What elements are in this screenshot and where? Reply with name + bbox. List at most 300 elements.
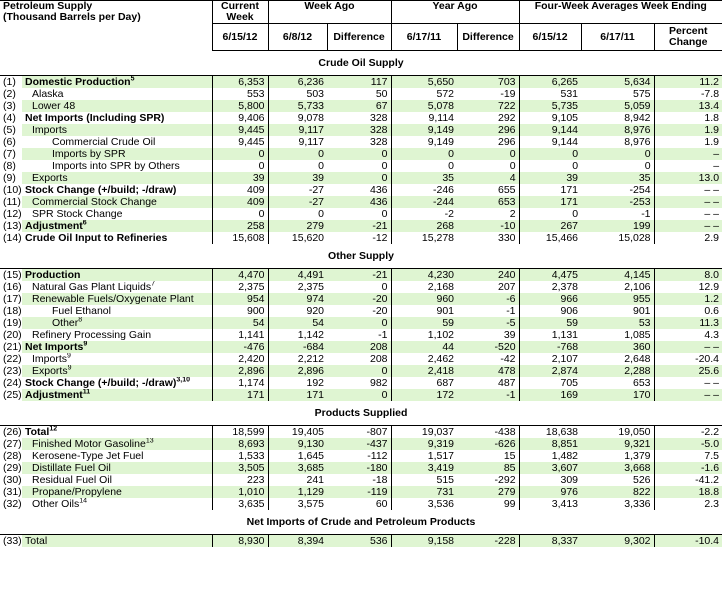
row-number: (10) [3,184,22,196]
cell-value: 39 [457,329,519,341]
cell-value: 1,102 [427,329,455,341]
cell-value: 85 [457,462,519,474]
cell-value: 5,078 [391,100,457,112]
footnote-marker: 7 [151,281,155,287]
cell-value: 8,394 [268,535,327,548]
row-label-text: Commercial Stock Change [32,196,157,208]
cell-value: 9,117 [298,136,325,148]
cell-value: 25.6 [654,365,722,377]
cell-value: 18,638 [545,425,579,438]
cell-value: 901 [581,305,654,317]
cell-value: 9,117 [268,124,327,136]
row-label [22,535,212,548]
cell-value: -254 [581,184,654,196]
row-label [22,220,212,232]
row-number: (6) [3,136,16,148]
cell-value: 39 [519,172,581,184]
cell-value: 39 [212,172,268,184]
cell-value: 3,668 [581,462,654,474]
table-row [0,329,722,341]
table-row [0,389,722,401]
cell-value: -112 [327,450,391,462]
row-label-text: Adjustment [25,220,83,232]
row-label [22,136,212,148]
row-label [22,124,212,136]
row-label-text: Distillate Fuel Oil [32,462,111,474]
cell-value: – – [654,341,722,353]
row-label [22,172,212,184]
cell-value: 920 [306,305,325,317]
cell-value: 171 [212,389,268,401]
cell-value: 50 [327,88,391,100]
cell-value: 2,375 [297,281,325,293]
row-label [22,329,212,341]
row-number: (12) [3,208,22,220]
cell-value: -228 [457,535,519,548]
cell-value: 5,735 [519,100,581,112]
cell-value: – [654,148,722,160]
row-number: (7) [3,148,16,160]
cell-value: 13.4 [654,100,722,112]
cell-value: 9,114 [428,112,455,124]
cell-value: 15,278 [421,232,455,244]
footnote-marker: 12 [49,425,58,432]
cell-value: 279 [268,220,327,232]
cell-value: 4,470 [212,269,268,282]
cell-value: – – [654,389,722,401]
cell-value: 2.3 [704,498,720,510]
cell-value: 8,851 [519,438,581,450]
cell-value: -7.8 [700,88,720,100]
table-row [0,76,722,89]
cell-value: -20 [327,305,391,317]
cell-value: -684 [268,341,327,353]
footnote-marker: 14 [79,498,88,504]
cell-value: 436 [327,184,391,196]
cell-value: 207 [457,281,519,293]
table-row [0,88,722,100]
cell-value: 2,896 [212,365,268,377]
cell-value: 292 [457,112,519,124]
cell-value: 0 [457,148,519,160]
cell-value: 0 [212,160,268,172]
cell-value: 223 [212,474,268,486]
date-week-ago: 6/8/12 [268,24,327,51]
table-row [0,462,722,474]
cell-value: – – [654,196,722,208]
table-row [0,124,722,136]
row-label [22,112,212,124]
cell-value: 1,379 [581,450,654,462]
cell-value: -244 [391,196,457,208]
row-number: (8) [3,160,16,172]
row-label-text: Imports by SPR [52,148,126,160]
row-label-text: Stock Change (+/build; -/draw) [25,377,177,389]
cell-value: 99 [457,498,519,510]
cell-value: 296 [457,136,519,148]
cell-value: 900 [212,305,268,317]
cell-value: – – [654,220,722,232]
cell-value: 9,144 [519,124,581,136]
footnote-marker: 8 [78,317,83,323]
cell-value: 328 [327,112,391,124]
row-label [22,498,212,510]
row-label [22,389,212,401]
cell-value: 279 [457,486,519,498]
table-row [0,438,722,450]
cell-value: 330 [457,232,519,244]
cell-value: 655 [457,184,519,196]
table-row [0,293,722,305]
row-label [22,474,212,486]
row-number: (16) [3,281,22,293]
row-number: (20) [3,329,22,341]
year-ago-header: Year Ago [391,1,519,24]
cell-value: 172 [391,389,457,401]
row-number: (11) [3,196,21,208]
diff-year-ago: Difference [457,24,519,51]
cell-value: 19,405 [291,425,325,438]
cell-value: 9,319 [391,438,457,450]
cell-value: 1,085 [581,329,654,341]
cell-value: -10 [457,220,519,232]
section-header [0,401,722,426]
cell-value: 328 [327,124,391,136]
cell-value: 67 [327,100,391,112]
cell-value: 170 [581,389,654,401]
cell-value: 0 [391,148,457,160]
cell-value: 960 [391,293,457,305]
cell-value: 15 [457,450,519,462]
table-row [0,317,722,329]
cell-value: 208 [327,341,391,353]
table-subtitle: (Thousand Barrels per Day) [3,11,141,23]
table-row [0,220,722,232]
cell-value: 192 [306,377,325,389]
cell-value: 8,930 [212,535,268,548]
cell-value: -1 [327,329,391,341]
table-row [0,377,722,389]
cell-value: 1,131 [551,329,579,341]
table-row [0,172,722,184]
row-label [22,317,212,329]
cell-value: 1,482 [551,450,579,462]
cell-value: -5 [457,317,519,329]
table-row [0,148,722,160]
cell-value: 1,141 [212,329,268,341]
cell-value: 1.2 [654,293,722,305]
section-title: Products Supplied [0,401,722,426]
cell-value: 1,517 [427,450,455,462]
cell-value: 536 [327,535,391,548]
row-label [22,377,212,389]
cell-value: -18 [327,474,391,486]
row-label-text: SPR Stock Change [32,208,123,220]
cell-value: 0 [572,208,579,220]
cell-value: 35 [581,172,654,184]
cell-value: 3,685 [268,462,327,474]
cell-value: 241 [306,474,325,486]
cell-value: 526 [581,474,654,486]
cell-value: 2,896 [268,365,327,377]
cell-value: 240 [457,269,519,282]
cell-value: 0 [327,281,391,293]
cell-value: 2.9 [704,232,720,244]
cell-value: 2,107 [551,353,579,365]
row-label [22,100,212,112]
cell-value: -6 [457,293,519,305]
cell-value: 503 [306,88,325,100]
cell-value: 982 [327,377,391,389]
cell-value: 0 [318,160,325,172]
cell-value: 0 [581,160,654,172]
cell-value: 0 [572,160,579,172]
cell-value: 1,174 [212,377,268,389]
cell-value: 2,648 [581,353,654,365]
cell-value: -292 [457,474,519,486]
table-row [0,100,722,112]
cell-value: 9,445 [212,136,268,148]
row-number: (9) [3,172,16,184]
cell-value: -5.0 [654,438,722,450]
cell-value: 487 [457,377,519,389]
cell-value: 11.3 [654,317,722,329]
cell-value: 2,212 [297,353,325,365]
cell-value: -42 [457,353,519,365]
cell-value: -2 [444,208,455,220]
row-label-text: Propane/Propylene [32,486,122,498]
cell-value: 0 [212,208,268,220]
row-label-text: Production [25,268,81,281]
row-number: (27) [3,438,22,450]
row-label-text: Imports into SPR by Others [52,160,180,172]
cell-value: 0 [327,172,391,184]
cell-value: 59 [391,317,457,329]
cell-value: 9,149 [427,136,455,148]
cell-value: 531 [560,88,579,100]
row-number: (13) [3,220,22,232]
cell-value: -246 [433,184,455,196]
cell-value: 0 [327,389,391,401]
row-label-text: Imports [32,353,68,365]
cell-value: 974 [268,293,327,305]
row-label [22,365,212,377]
cell-value: -20 [327,293,391,305]
cell-value: 2,378 [551,281,579,293]
cell-value: 9,130 [268,438,327,450]
cell-value: -27 [308,184,325,196]
cell-value: 5,059 [581,100,654,112]
cell-value: 705 [560,377,579,389]
table-row [0,426,722,439]
cell-value: -476 [212,341,268,353]
row-label [22,293,212,305]
cell-value: 0 [212,148,268,160]
cell-value: 15,028 [581,232,654,244]
cell-value: -768 [519,341,581,353]
row-number: (23) [3,365,22,377]
cell-value: – – [704,377,720,389]
row-label [22,160,212,172]
cell-value: 39 [268,172,327,184]
row-number: (21) [3,341,22,353]
cell-value: – – [704,184,720,196]
cell-value: 8,976 [581,124,654,136]
cell-value: 4,230 [391,269,457,282]
cell-value: 0 [327,148,391,160]
cell-value: 1.8 [704,112,720,124]
row-label-text: Imports [32,124,68,136]
cell-value: 4,491 [268,269,327,282]
cell-value: 0 [327,208,391,220]
row-label-text: Residual Fuel Oil [32,474,112,486]
cell-value: 1.9 [704,136,720,148]
cell-value: 13.0 [654,172,722,184]
cell-value: -437 [327,438,391,450]
row-label-text: Total [25,425,50,438]
cell-value: 0 [519,148,581,160]
table-row [0,160,722,172]
footnote-marker: 11 [82,389,91,395]
cell-value: 15,466 [545,232,579,244]
table-row [0,365,722,377]
footnote-marker: 9 [83,341,88,347]
cell-value: 18,599 [212,426,268,439]
cell-value: 553 [212,88,268,100]
row-label-text: Net Imports (Including SPR) [25,112,165,124]
cell-value: 4.3 [704,329,720,341]
row-number: (14) [3,232,22,244]
row-label-text: Other Oils [32,498,80,510]
cell-value: 54 [268,317,327,329]
cell-value: 19,050 [581,426,654,439]
cell-value: 901 [436,305,455,317]
cell-value: -19 [457,88,519,100]
row-label-text: Natural Gas Plant Liquids [32,281,152,293]
row-label [22,486,212,498]
footnote-marker: 13 [145,438,154,444]
cell-value: 2,106 [581,281,654,293]
footnote-marker: 9 [67,353,71,359]
row-label [22,232,212,244]
cell-value: -2.2 [700,425,720,438]
week-ago-header: Week Ago [268,1,391,24]
cell-value: 258 [212,220,268,232]
row-label-text: Alaska [32,88,64,100]
cell-value: 6,265 [519,76,581,89]
cell-value: 976 [519,486,581,498]
row-number: (31) [3,486,22,498]
cell-value: -438 [457,426,519,439]
date-four-week-prior: 6/17/11 [581,24,654,51]
table-row [0,281,722,293]
cell-value: 955 [581,293,654,305]
table-row [0,269,722,282]
cell-value: 9,158 [391,535,457,548]
cell-value: 8,337 [519,535,581,548]
row-label-text: Finished Motor Gasoline [32,438,146,450]
cell-value: -27 [268,196,327,208]
row-label [22,184,212,196]
row-label-text: Net Imports [25,341,84,353]
cell-value: 35 [391,172,457,184]
row-number: (1) [3,75,16,88]
row-number: (33) [3,534,22,547]
cell-value: 0 [327,365,391,377]
cell-value: 3,607 [519,462,581,474]
cell-value: 575 [581,88,654,100]
cell-value: 4 [457,172,519,184]
row-number: (28) [3,450,22,462]
row-label-text: Exports [32,172,68,184]
cell-value: 2,375 [212,281,268,293]
cell-value: 1,533 [212,450,268,462]
table-row [0,208,722,220]
table-row [0,474,722,486]
cell-value: 1.9 [654,124,722,136]
cell-value: 478 [457,365,519,377]
cell-value: 409 [212,196,268,208]
table-row [0,535,722,548]
cell-value: 0 [318,208,325,220]
cell-value: 19,037 [421,425,455,438]
cell-value: 572 [436,88,455,100]
cell-value: 0 [268,148,327,160]
table-row [0,353,722,365]
row-label [22,281,212,293]
row-label-text: Other [52,317,79,329]
cell-value: 9,302 [581,535,654,548]
cell-value: 2,462 [427,353,455,365]
cell-value: 171 [519,196,581,208]
cell-value: -41.2 [695,474,720,486]
cell-value: 2,168 [427,281,455,293]
row-label [22,88,212,100]
cell-value: 687 [436,377,455,389]
table-row [0,112,722,124]
cell-value: 3,536 [427,498,455,510]
row-label [22,353,212,365]
cell-value: 6,353 [212,76,268,89]
cell-value: 5,650 [391,76,457,89]
cell-value: 9,445 [212,124,268,136]
cell-value: 9,149 [391,124,457,136]
date-current: 6/15/12 [212,24,268,51]
cell-value: – [713,160,720,172]
cell-value: 0 [448,160,455,172]
cell-value: 0 [581,148,654,160]
cell-value: 4,145 [581,269,654,282]
row-label [22,462,212,474]
cell-value: 4,475 [519,269,581,282]
cell-value: 54 [212,317,268,329]
table-row [0,184,722,196]
row-label [22,76,212,89]
percent-change-header: Percent Change [654,24,722,51]
section-title: Crude Oil Supply [0,51,722,76]
cell-value: 328 [327,136,391,148]
four-week-header: Four-Week Averages Week Ending [519,1,722,24]
row-label [22,438,212,450]
row-label-text: Stock Change (+/build; -/draw) [25,184,177,196]
cell-value: 2,418 [391,365,457,377]
cell-value: 8,976 [581,136,654,148]
cell-value: 954 [212,293,268,305]
cell-value: -1 [457,305,519,317]
row-label [22,305,212,317]
cell-value: 3,635 [212,498,268,510]
cell-value: 3,336 [581,498,654,510]
